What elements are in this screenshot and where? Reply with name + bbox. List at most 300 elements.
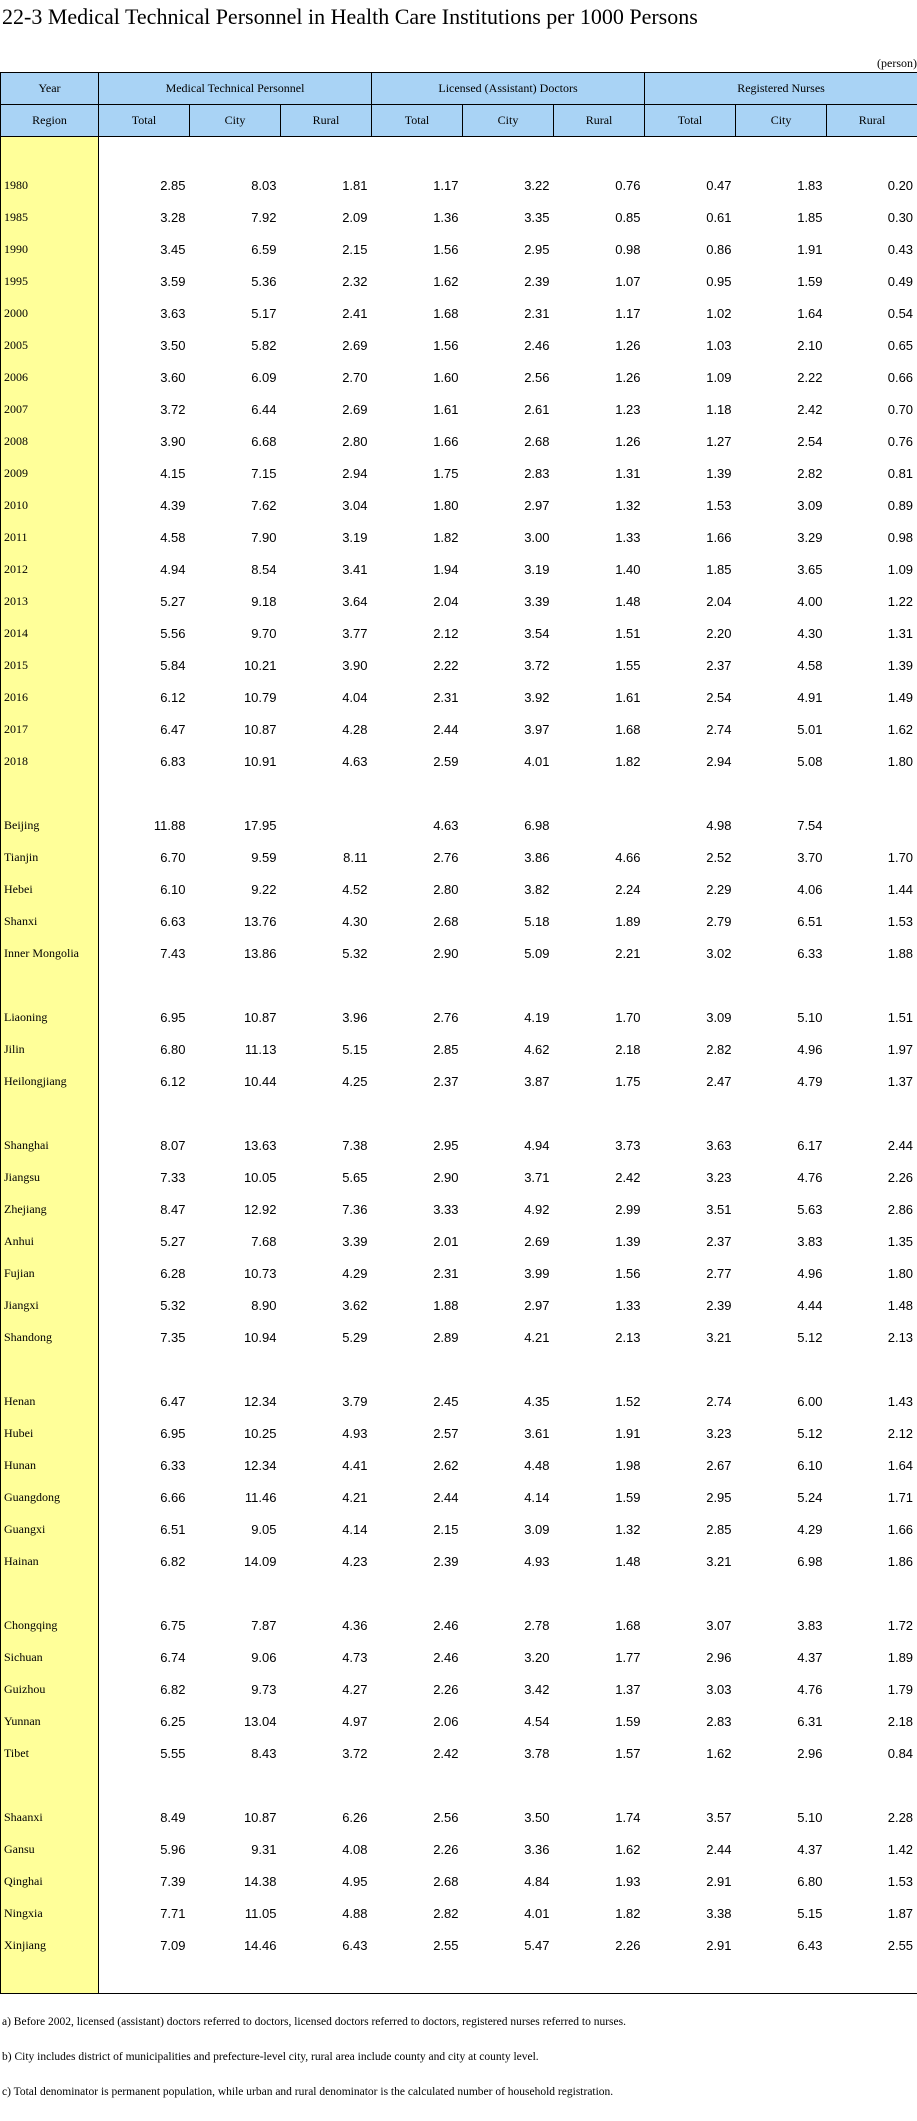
table-row <box>1 873 917 905</box>
table-cell: 10.25 <box>190 1417 281 1449</box>
table-cell: 2.69 <box>463 1225 554 1257</box>
table-cell: 2.82 <box>645 1033 736 1065</box>
table-cell: 0.54 <box>827 297 917 329</box>
table-cell: 1.82 <box>554 1897 645 1929</box>
table-cell: 1.79 <box>827 1673 917 1705</box>
table-cell: 6.43 <box>736 1929 827 1961</box>
table-cell: 5.96 <box>99 1833 190 1865</box>
table-cell: 4.19 <box>463 1001 554 1033</box>
table-cell: 3.09 <box>463 1513 554 1545</box>
table-cell: 2.94 <box>281 457 372 489</box>
table-cell: 3.90 <box>281 649 372 681</box>
table-row <box>1 617 917 649</box>
table-cell: 2.97 <box>463 489 554 521</box>
table-cell: 1.57 <box>554 1737 645 1769</box>
table-cell: 3.90 <box>99 425 190 457</box>
spacer-cell <box>190 1961 281 1994</box>
table-cell: 1.72 <box>827 1609 917 1641</box>
spacer-label-cell <box>1 777 99 809</box>
table-cell: 1.32 <box>554 489 645 521</box>
table-cell: 9.70 <box>190 617 281 649</box>
table-cell: 2.68 <box>463 425 554 457</box>
table-cell: 2.61 <box>463 393 554 425</box>
subcol-rural: Rural <box>827 105 917 137</box>
spacer-cell <box>372 969 463 1001</box>
table-cell: 1.39 <box>645 457 736 489</box>
spacer-cell <box>99 1097 190 1129</box>
table-cell: 9.73 <box>190 1673 281 1705</box>
spacer-cell <box>99 1961 190 1994</box>
row-label: 2017 <box>1 713 99 745</box>
table-row <box>1 553 917 585</box>
row-label: Zhejiang <box>1 1193 99 1225</box>
table-cell: 5.12 <box>736 1417 827 1449</box>
table-cell: 4.21 <box>463 1321 554 1353</box>
table-cell: 1.56 <box>554 1257 645 1289</box>
table-cell: 0.65 <box>827 329 917 361</box>
table-row <box>1 521 917 553</box>
table-cell: 6.98 <box>463 809 554 841</box>
row-label: Ningxia <box>1 1897 99 1929</box>
table-cell: 4.00 <box>736 585 827 617</box>
table-cell: 1.89 <box>554 905 645 937</box>
spacer-cell <box>463 1353 554 1385</box>
row-label: Guizhou <box>1 1673 99 1705</box>
table-cell: 1.48 <box>554 585 645 617</box>
spacer-cell <box>736 969 827 1001</box>
table-row <box>1 201 917 233</box>
footnote: b) City includes district of municipalities and prefecture-level city, rural area include county and city at county level. <box>2 2051 626 2086</box>
table-row <box>1 1257 917 1289</box>
table-cell: 3.09 <box>645 1001 736 1033</box>
table-row <box>1 1801 917 1833</box>
table-cell: 4.98 <box>645 809 736 841</box>
table-cell: 6.47 <box>99 713 190 745</box>
table-cell: 2.95 <box>372 1129 463 1161</box>
table-cell: 4.30 <box>281 905 372 937</box>
table-cell: 2.12 <box>372 617 463 649</box>
table-cell: 3.41 <box>281 553 372 585</box>
spacer-cell <box>372 777 463 809</box>
table-cell: 1.56 <box>372 233 463 265</box>
spacer-row <box>1 1961 917 1994</box>
table-row <box>1 1289 917 1321</box>
spacer-cell <box>190 1577 281 1609</box>
table-cell: 1.03 <box>645 329 736 361</box>
row-label: 1980 <box>1 169 99 201</box>
spacer-label-cell <box>1 1769 99 1801</box>
table-cell: 3.54 <box>463 617 554 649</box>
data-table <box>0 72 917 1994</box>
row-label: 2010 <box>1 489 99 521</box>
table-cell: 2.32 <box>281 265 372 297</box>
table-cell: 2.74 <box>645 1385 736 1417</box>
table-cell: 5.10 <box>736 1801 827 1833</box>
table-cell: 3.39 <box>281 1225 372 1257</box>
table-cell: 2.10 <box>736 329 827 361</box>
table-cell: 5.29 <box>281 1321 372 1353</box>
table-cell: 2.31 <box>463 297 554 329</box>
spacer-label-cell <box>1 1353 99 1385</box>
table-cell: 5.56 <box>99 617 190 649</box>
table-cell: 11.88 <box>99 809 190 841</box>
table-cell: 5.08 <box>736 745 827 777</box>
table-cell: 5.36 <box>190 265 281 297</box>
spacer-row <box>1 969 917 1001</box>
table-cell: 2.90 <box>372 1161 463 1193</box>
spacer-cell <box>190 1097 281 1129</box>
row-label: 2005 <box>1 329 99 361</box>
table-cell: 4.36 <box>281 1609 372 1641</box>
table-cell: 4.48 <box>463 1449 554 1481</box>
year-header: Year <box>1 73 99 105</box>
table-cell: 3.50 <box>99 329 190 361</box>
spacer-cell <box>190 137 281 170</box>
table-cell: 1.31 <box>827 617 917 649</box>
row-label: Tianjin <box>1 841 99 873</box>
table-row <box>1 1193 917 1225</box>
table-cell: 2.94 <box>645 745 736 777</box>
table-row <box>1 1225 917 1257</box>
table-cell: 2.54 <box>645 681 736 713</box>
table-cell: 1.37 <box>827 1065 917 1097</box>
table-cell: 2.01 <box>372 1225 463 1257</box>
table-cell: 3.23 <box>645 1161 736 1193</box>
table-cell: 6.75 <box>99 1609 190 1641</box>
table-cell: 2.68 <box>372 1865 463 1897</box>
table-cell: 6.43 <box>281 1929 372 1961</box>
table-cell: 1.74 <box>554 1801 645 1833</box>
group-header-medical-technical-personnel: Medical Technical Personnel <box>99 73 372 105</box>
spacer-label-cell <box>1 1961 99 1994</box>
table-cell: 1.66 <box>645 521 736 553</box>
table-cell: 4.21 <box>281 1481 372 1513</box>
table-cell: 7.38 <box>281 1129 372 1161</box>
table-cell: 4.37 <box>736 1833 827 1865</box>
row-label: Sichuan <box>1 1641 99 1673</box>
row-label: Henan <box>1 1385 99 1417</box>
spacer-cell <box>190 777 281 809</box>
table-cell: 1.48 <box>827 1289 917 1321</box>
table-cell: 13.76 <box>190 905 281 937</box>
table-cell: 4.94 <box>99 553 190 585</box>
table-cell: 3.62 <box>281 1289 372 1321</box>
table-cell: 1.44 <box>827 873 917 905</box>
footnote: a) Before 2002, licensed (assistant) doctors referred to doctors, licensed doctors referred to doctors, registered nurses referred to nurses. <box>2 2016 626 2051</box>
table-cell: 2.69 <box>281 329 372 361</box>
table-cell: 1.51 <box>827 1001 917 1033</box>
table-cell: 3.23 <box>645 1417 736 1449</box>
row-label: Guangxi <box>1 1513 99 1545</box>
table-cell: 3.60 <box>99 361 190 393</box>
table-cell: 0.95 <box>645 265 736 297</box>
table-cell: 1.59 <box>736 265 827 297</box>
spacer-cell <box>645 1961 736 1994</box>
table-cell: 2.09 <box>281 201 372 233</box>
table-cell: 1.59 <box>554 1705 645 1737</box>
row-label: Guangdong <box>1 1481 99 1513</box>
row-label: 2015 <box>1 649 99 681</box>
spacer-cell <box>281 1769 372 1801</box>
table-cell: 1.97 <box>827 1033 917 1065</box>
table-cell: 7.35 <box>99 1321 190 1353</box>
table-row <box>1 1609 917 1641</box>
table-row <box>1 1513 917 1545</box>
table-cell: 4.15 <box>99 457 190 489</box>
table-cell: 2.44 <box>372 713 463 745</box>
spacer-row <box>1 1353 917 1385</box>
table-cell: 1.35 <box>827 1225 917 1257</box>
spacer-cell <box>99 137 190 170</box>
spacer-cell <box>827 1769 917 1801</box>
table-cell: 14.46 <box>190 1929 281 1961</box>
table-cell: 2.26 <box>372 1833 463 1865</box>
table-cell: 5.55 <box>99 1737 190 1769</box>
table-row <box>1 489 917 521</box>
spacer-cell <box>190 969 281 1001</box>
table-cell: 0.61 <box>645 201 736 233</box>
table-row <box>1 1545 917 1577</box>
table-cell: 2.95 <box>463 233 554 265</box>
row-label: Tibet <box>1 1737 99 1769</box>
table-cell: 1.60 <box>372 361 463 393</box>
table-cell: 1.94 <box>372 553 463 585</box>
data-table-container <box>0 72 917 1994</box>
table-cell: 2.89 <box>372 1321 463 1353</box>
subcol-city: City <box>736 105 827 137</box>
table-cell: 2.04 <box>645 585 736 617</box>
table-cell: 3.65 <box>736 553 827 585</box>
row-label: 2014 <box>1 617 99 649</box>
table-cell: 4.35 <box>463 1385 554 1417</box>
table-cell: 1.68 <box>554 1609 645 1641</box>
table-cell: 3.77 <box>281 617 372 649</box>
table-cell: 11.46 <box>190 1481 281 1513</box>
table-cell: 1.80 <box>827 1257 917 1289</box>
table-cell: 1.17 <box>554 297 645 329</box>
table-cell: 2.96 <box>736 1737 827 1769</box>
table-cell: 1.68 <box>372 297 463 329</box>
spacer-row <box>1 137 917 170</box>
table-cell: 2.70 <box>281 361 372 393</box>
table-cell: 2.28 <box>827 1801 917 1833</box>
table-cell <box>827 809 917 841</box>
table-cell: 1.26 <box>554 361 645 393</box>
table-cell: 2.82 <box>736 457 827 489</box>
row-label: 2006 <box>1 361 99 393</box>
table-cell: 2.80 <box>281 425 372 457</box>
table-cell: 4.28 <box>281 713 372 745</box>
table-row <box>1 713 917 745</box>
table-cell: 0.70 <box>827 393 917 425</box>
table-cell: 2.15 <box>281 233 372 265</box>
spacer-cell <box>281 137 372 170</box>
table-cell: 6.33 <box>99 1449 190 1481</box>
table-cell: 2.85 <box>372 1033 463 1065</box>
spacer-cell <box>99 1353 190 1385</box>
spacer-cell <box>554 1353 645 1385</box>
table-cell: 4.29 <box>281 1257 372 1289</box>
table-cell: 2.44 <box>827 1129 917 1161</box>
table-cell: 2.78 <box>463 1609 554 1641</box>
table-cell: 2.90 <box>372 937 463 969</box>
table-cell: 2.46 <box>463 329 554 361</box>
table-row <box>1 1161 917 1193</box>
table-cell: 3.50 <box>463 1801 554 1833</box>
table-cell: 1.86 <box>827 1545 917 1577</box>
table-cell: 1.64 <box>736 297 827 329</box>
table-cell: 3.21 <box>645 1545 736 1577</box>
table-cell: 1.82 <box>372 521 463 553</box>
row-label: Gansu <box>1 1833 99 1865</box>
table-cell: 6.10 <box>99 873 190 905</box>
subcol-city: City <box>190 105 281 137</box>
table-cell: 0.89 <box>827 489 917 521</box>
table-cell: 2.55 <box>827 1929 917 1961</box>
row-label: 2011 <box>1 521 99 553</box>
spacer-cell <box>463 1961 554 1994</box>
table-row <box>1 265 917 297</box>
row-label: Shanxi <box>1 905 99 937</box>
row-label: Yunnan <box>1 1705 99 1737</box>
table-cell: 1.39 <box>827 649 917 681</box>
table-row <box>1 297 917 329</box>
table-cell: 0.98 <box>554 233 645 265</box>
table-cell: 2.39 <box>372 1545 463 1577</box>
spacer-cell <box>281 1577 372 1609</box>
spacer-cell <box>554 1961 645 1994</box>
table-cell: 6.66 <box>99 1481 190 1513</box>
table-cell: 10.91 <box>190 745 281 777</box>
table-cell: 2.26 <box>827 1161 917 1193</box>
table-cell: 6.09 <box>190 361 281 393</box>
table-cell: 10.73 <box>190 1257 281 1289</box>
table-row <box>1 745 917 777</box>
spacer-cell <box>645 1577 736 1609</box>
table-cell: 1.98 <box>554 1449 645 1481</box>
table-cell: 3.51 <box>645 1193 736 1225</box>
row-label: Chongqing <box>1 1609 99 1641</box>
region-header: Region <box>1 105 99 137</box>
table-cell: 1.59 <box>554 1481 645 1513</box>
table-cell: 1.89 <box>827 1641 917 1673</box>
table-cell: 3.86 <box>463 841 554 873</box>
table-cell: 1.53 <box>827 905 917 937</box>
table-cell: 1.18 <box>645 393 736 425</box>
table-cell: 8.07 <box>99 1129 190 1161</box>
table-cell: 6.12 <box>99 1065 190 1097</box>
table-row <box>1 457 917 489</box>
row-label: 1990 <box>1 233 99 265</box>
spacer-cell <box>554 1577 645 1609</box>
table-cell: 1.07 <box>554 265 645 297</box>
group-header-licensed-doctors: Licensed (Assistant) Doctors <box>372 73 645 105</box>
table-cell: 3.19 <box>463 553 554 585</box>
table-row <box>1 1321 917 1353</box>
spacer-cell <box>372 1353 463 1385</box>
table-cell: 4.63 <box>372 809 463 841</box>
table-cell: 1.43 <box>827 1385 917 1417</box>
table-cell: 5.24 <box>736 1481 827 1513</box>
table-cell: 5.09 <box>463 937 554 969</box>
spacer-cell <box>645 777 736 809</box>
table-cell: 2.18 <box>554 1033 645 1065</box>
table-cell: 10.44 <box>190 1065 281 1097</box>
row-label: Jiangsu <box>1 1161 99 1193</box>
table-cell: 7.54 <box>736 809 827 841</box>
table-cell: 2.13 <box>554 1321 645 1353</box>
table-row <box>1 937 917 969</box>
table-cell: 3.96 <box>281 1001 372 1033</box>
spacer-cell <box>281 969 372 1001</box>
table-cell: 6.98 <box>736 1545 827 1577</box>
table-cell: 4.94 <box>463 1129 554 1161</box>
table-cell: 4.84 <box>463 1865 554 1897</box>
table-cell: 1.61 <box>554 681 645 713</box>
spacer-cell <box>736 1353 827 1385</box>
spacer-cell <box>645 969 736 1001</box>
row-label: Jilin <box>1 1033 99 1065</box>
table-cell: 2.20 <box>645 617 736 649</box>
table-cell: 7.39 <box>99 1865 190 1897</box>
table-cell: 2.41 <box>281 297 372 329</box>
table-cell: 6.82 <box>99 1673 190 1705</box>
unit-label: (person) <box>877 56 917 71</box>
spacer-cell <box>736 777 827 809</box>
table-cell: 2.82 <box>372 1897 463 1929</box>
table-cell: 4.23 <box>281 1545 372 1577</box>
table-cell: 0.98 <box>827 521 917 553</box>
table-cell: 2.83 <box>645 1705 736 1737</box>
spacer-cell <box>281 1353 372 1385</box>
table-cell: 1.56 <box>372 329 463 361</box>
table-cell: 4.66 <box>554 841 645 873</box>
table-cell: 3.70 <box>736 841 827 873</box>
row-label: Jiangxi <box>1 1289 99 1321</box>
table-cell: 4.30 <box>736 617 827 649</box>
table-cell: 5.63 <box>736 1193 827 1225</box>
table-cell: 7.71 <box>99 1897 190 1929</box>
table-cell: 4.01 <box>463 1897 554 1929</box>
spacer-cell <box>99 1577 190 1609</box>
table-cell: 1.62 <box>372 265 463 297</box>
table-cell: 0.85 <box>554 201 645 233</box>
table-cell: 2.97 <box>463 1289 554 1321</box>
table-cell: 2.29 <box>645 873 736 905</box>
spacer-cell <box>190 1353 281 1385</box>
table-cell: 3.38 <box>645 1897 736 1929</box>
table-cell: 13.86 <box>190 937 281 969</box>
spacer-cell <box>736 1097 827 1129</box>
table-cell: 0.30 <box>827 201 917 233</box>
spacer-cell <box>554 777 645 809</box>
spacer-cell <box>281 1961 372 1994</box>
table-cell: 1.27 <box>645 425 736 457</box>
table-cell: 4.04 <box>281 681 372 713</box>
table-cell: 4.14 <box>463 1481 554 1513</box>
table-cell: 0.43 <box>827 233 917 265</box>
table-cell: 1.52 <box>554 1385 645 1417</box>
table-cell: 8.54 <box>190 553 281 585</box>
spacer-cell <box>827 1577 917 1609</box>
table-cell: 0.49 <box>827 265 917 297</box>
row-label: Xinjiang <box>1 1929 99 1961</box>
table-cell: 3.20 <box>463 1641 554 1673</box>
table-cell: 2.67 <box>645 1449 736 1481</box>
table-cell: 2.86 <box>827 1193 917 1225</box>
table-cell: 2.31 <box>372 681 463 713</box>
table-cell: 2.80 <box>372 873 463 905</box>
